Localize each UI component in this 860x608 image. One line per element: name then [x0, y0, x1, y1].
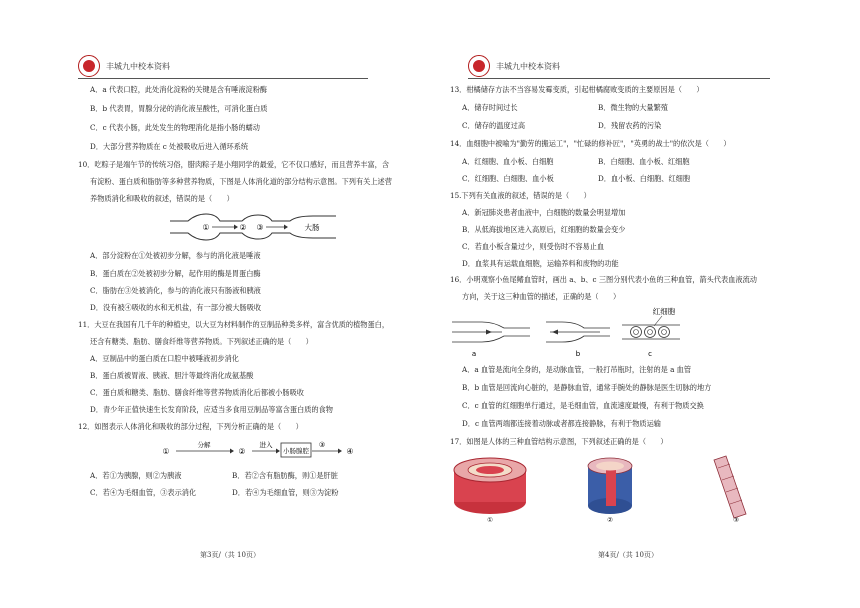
q9-option-c: C．c 代表小肠，此处发生的物理消化是指小肠的蠕动 [90, 123, 260, 132]
q9-option-a: A．a 代表口腔，此处消化淀粉的关键是含有唾液淀粉酶 [90, 85, 268, 94]
q12-verb-1: 分解 [197, 441, 211, 449]
header-rule [468, 78, 770, 79]
q16-rbc-label: 红细胞 [652, 307, 676, 316]
q14-option-c: C．红细胞、白细胞、血小板 [462, 174, 554, 183]
q10-stem-2: 有淀粉、蛋白质和脂肪等多种营养物质，下图是人体消化道的部分结构示意图。下列有关上述营 [90, 177, 392, 186]
q16-label-b: b [575, 350, 581, 358]
q16-option-d: D．c 血管两端都连接着动脉或者都连接静脉，有利于物质运输 [462, 419, 661, 428]
q9-option-b: B．b 代表胃，胃腺分泌的消化液呈酸性，可消化蛋白质 [90, 104, 268, 113]
q11-stem-2: 还含有糖类、脂肪、膳食纤维等营养物质。下列叙述正确的是（ ） [90, 337, 313, 346]
q17-label-2: ② [607, 516, 613, 524]
header-school-name: 丰城九中校本资料 [106, 61, 170, 71]
q11-option-a: A．豆制品中的蛋白质在口腔中被唾液初步消化 [90, 354, 239, 363]
q12-option-c: C．若④为毛细血管，③表示消化 [90, 488, 197, 497]
q15-option-c: C．若血小板含量过少，则受伤时不容易止血 [462, 242, 605, 251]
q12-stem: 12．如图表示人体消化和吸收的部分过程，下列分析正确的是（ ） [78, 422, 303, 431]
q16-label-c: c [648, 350, 652, 358]
q12-option-b: B．若②含有脂肪酶，则①是肝脏 [232, 471, 338, 480]
q14-stem: 14．血细胞中被喻为"勤劳的搬运工"，"忙碌的修补匠"，"英勇的战士"的依次是（ ） [450, 139, 731, 148]
q12-step-1: ① [162, 447, 170, 456]
q17-label-1: ① [487, 516, 493, 524]
q10-label-3: ③ [256, 223, 264, 232]
q16-option-b: B．b 血管是回流向心脏的，是静脉血管，通常手腕处的静脉是医生切脉的地方 [462, 383, 712, 392]
q16-stem-2: 方向，关于这三种血管的描述，正确的是（ ） [462, 292, 621, 301]
q10-label-2: ② [239, 223, 247, 232]
q13-stem: 13．柑橘储存方法不当容易发霉变质，引起柑橘腐败变质的主要原因是（ ） [450, 85, 704, 94]
q10-organ-label: 大肠 [304, 223, 320, 232]
q10-option-d: D．没有被④吸收的水和无机盐，有一部分被大肠吸收 [90, 303, 262, 312]
q15-stem: 15.下列有关血液的叙述，错误的是（ ） [450, 191, 591, 200]
q14-option-d: D．血小板、白细胞、红细胞 [598, 174, 691, 183]
q10-stem-1: 10．吃粽子是端午节的传统习俗，腊肉粽子是小翔同学的最爱，它不仅口感好，而且营养丰富，含 [78, 160, 390, 169]
q16-label-a: a [471, 350, 477, 358]
q12-verb-2: 进入 [259, 441, 273, 449]
q16-vessels-figure [450, 306, 770, 358]
q10-option-b: B．蛋白质在②处被初步分解，起作用的酶是胃蛋白酶 [90, 269, 261, 278]
school-logo-icon [468, 55, 490, 77]
q14-option-b: B．白细胞、血小板、红细胞 [598, 157, 690, 166]
q13-option-d: D．残留农药的污染 [598, 121, 662, 130]
q17-blood-vessels-figure [450, 452, 770, 524]
q15-option-b: B．从低海拔地区进入高原后，红细胞的数量会变少 [462, 225, 626, 234]
q12-option-a: A．若①为胰腺，则②为胰液 [90, 471, 182, 480]
left-footer-page-number: 第3页/（共 10页） [200, 551, 260, 559]
q16-stem-1: 16．小明观察小鱼尾鳍血管时，画出 a、b、c 三图分别代表小鱼的三种血管，箭头代表血液流动 [450, 275, 757, 284]
q10-option-a: A．部分淀粉在①处被初步分解，参与的消化液是唾液 [90, 251, 261, 260]
q17-label-3: ③ [733, 516, 739, 524]
q11-option-b: B．蛋白质被胃液、胰液、胆汁等最终消化成氨基酸 [90, 371, 254, 380]
q14-option-a: A．红细胞、血小板、白细胞 [462, 157, 554, 166]
q10-option-c: C．脂肪在③处被消化，参与的消化液只有肠液和胰液 [90, 286, 261, 295]
q10-label-1: ① [202, 223, 210, 232]
q11-stem-1: 11．大豆在我国有几千年的种植史，以大豆为材料制作的豆制品种类多样，富含优质的植物蛋白， [78, 320, 390, 329]
q9-option-d: D．大部分营养物质在 c 处被吸收后进入循环系统 [90, 142, 249, 151]
q13-option-a: A．储存时间过长 [462, 103, 518, 112]
q13-option-b: B．微生物的大量繁殖 [598, 103, 668, 112]
q12-step-3: ③ [318, 441, 326, 449]
q16-option-c: C．c 血管的红细胞单行通过，是毛细血管，血流速度最慢，有利于物质交换 [462, 401, 704, 410]
right-footer-page-number: 第4页/（共 10页） [598, 551, 658, 559]
q15-option-a: A．新冠肺炎患者血液中，白细胞的数量会明显增加 [462, 208, 626, 217]
q17-stem: 17．如图是人体的三种血管结构示意图，下列叙述正确的是（ ） [450, 437, 668, 446]
q16-option-a: A．a 血管是流向全身的，是动脉血管，一般打吊瓶时，注射的是 a 血管 [462, 365, 692, 374]
q12-box-label: 小肠腺腔 [283, 447, 309, 455]
q12-step-4: ④ [346, 447, 354, 456]
right-header [468, 55, 560, 77]
header-school-name: 丰城九中校本资料 [496, 61, 560, 71]
q12-option-d: D．若④为毛细血管，则③为淀粉 [232, 488, 339, 497]
q10-stem-3: 养物质消化和吸收的叙述，错误的是（ ） [90, 194, 234, 203]
q13-option-c: C．储存的温度过高 [462, 121, 526, 130]
q12-step-2: ② [238, 447, 246, 456]
q11-option-d: D．青少年正值快速生长发育阶段，应适当多食用豆制品等富含蛋白质的食物 [90, 405, 333, 414]
q11-option-c: C．蛋白质和糖类、脂肪、膳食纤维等营养物质消化后都被小肠吸收 [90, 388, 304, 397]
q15-option-d: D．血浆具有运载血细胞，运输养料和废物的功能 [462, 259, 619, 268]
